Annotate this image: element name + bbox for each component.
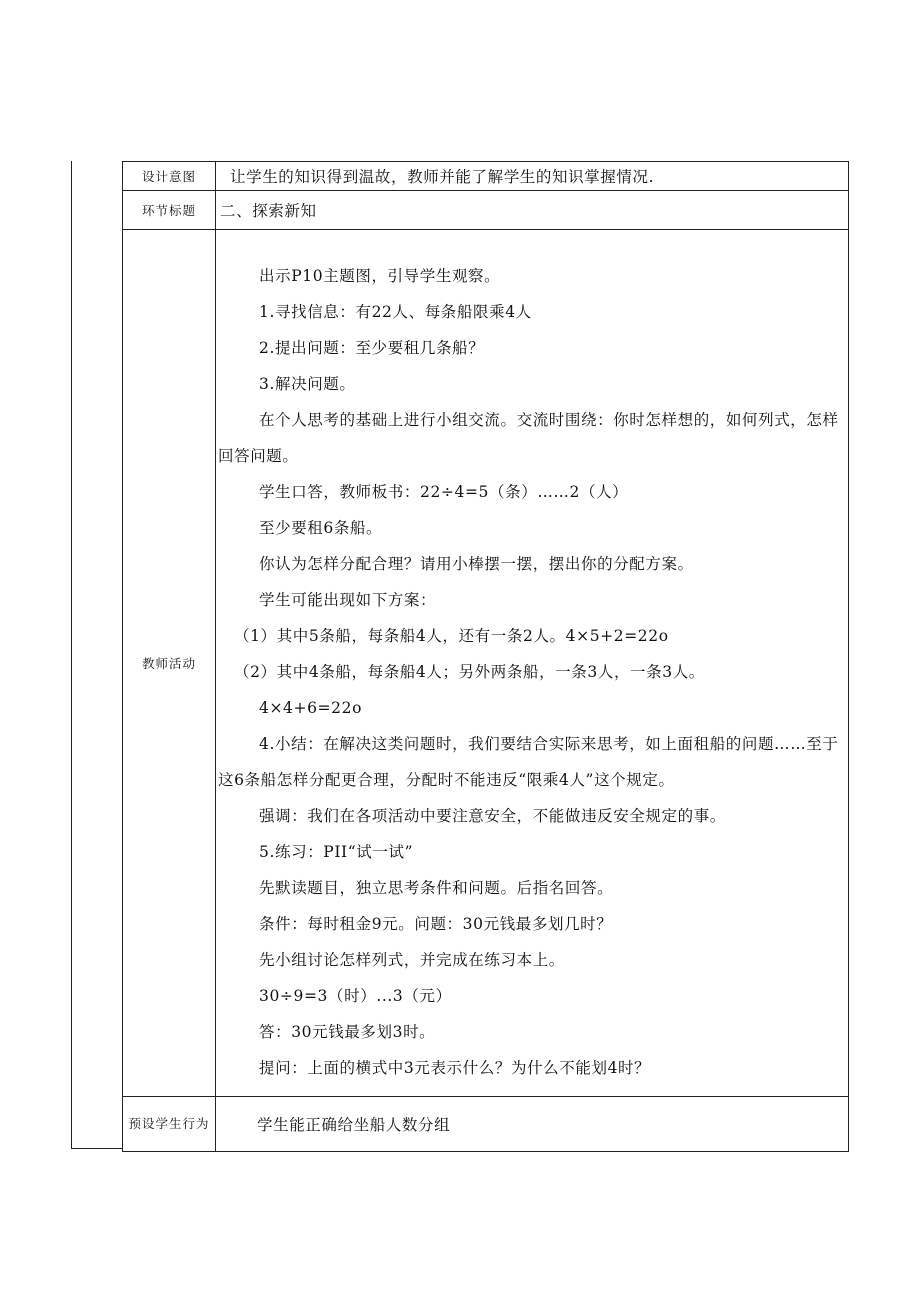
activity-line: 答：30元钱最多划3时。 [259,1023,436,1041]
teacher-activity-row [123,230,849,1097]
activity-line: 2.提出问题：至少要租几条船？ [259,339,485,357]
activity-line: 4×4+6=22o [259,699,363,717]
activity-line: 4.小结：在解决这类问题时，我们要结合实际来思考，如上面租船的问题……至于这6条船怎样分配更合理，分配时不能违反“限乘4人”这个规定。 [218,735,839,789]
section-label: 环节标题 [123,191,216,230]
activity-line: 先小组讨论怎样列式，并完成在练习本上。 [259,951,565,969]
activity-line: 在个人思考的基础上进行小组交流。交流时围绕：你时怎样想的，如何列式，怎样回答问题。 [218,411,839,465]
bottom-margin-line [71,1148,123,1149]
lesson-plan-table [122,161,849,1152]
teacher-activity-label: 教师活动 [123,230,216,1097]
activity-line: 条件：每时租金9元。问题：30元钱最多划几时？ [259,915,613,933]
teacher-activity-content [216,230,849,1097]
activity-line: （2）其中4条船，每条船4人；另外两条船，一条3人，一条3人。 [234,663,705,681]
activity-line: 先默读题目，独立思考条件和问题。后指名回答。 [259,879,614,897]
left-margin-line [71,161,72,1149]
activity-line: 1.寻找信息：有22人、每条船限乘4人 [259,303,532,321]
activity-line: 提问：上面的横式中3元表示什么？为什么不能划4时？ [259,1059,651,1077]
section-row [123,191,849,230]
activity-line: 强调：我们在各项活动中要注意安全，不能做违反安全规定的事。 [259,807,726,825]
intent-row [123,162,849,191]
activity-line: 至少要租6条船。 [259,519,383,537]
activity-line: 5.练习：PII“试一试” [259,843,414,861]
activity-line: 你认为怎样分配合理？请用小棒摆一摆，摆出你的分配方案。 [259,555,694,573]
section-title: 二、探索新知 [216,191,849,230]
activity-line: 30÷9=3（时）...3（元） [259,987,452,1005]
student-behavior-row [123,1097,849,1152]
intent-label: 设计意图 [123,162,216,191]
student-behavior-label: 预设学生行为 [123,1097,216,1152]
activity-line: 出示P10主题图，引导学生观察。 [259,267,501,285]
activity-line: （1）其中5条船，每条船4人，还有一条2人。4×5+2=22o [234,627,669,645]
activity-line: 学生可能出现如下方案： [259,591,437,609]
activity-line: 3.解决问题。 [259,375,356,393]
intent-text: 让学生的知识得到温故，教师并能了解学生的知识掌握情况. [216,162,849,191]
student-behavior-text: 学生能正确给坐船人数分组 [216,1097,849,1152]
activity-line: 学生口答，教师板书：22÷4=5（条）……2（人） [259,483,629,501]
